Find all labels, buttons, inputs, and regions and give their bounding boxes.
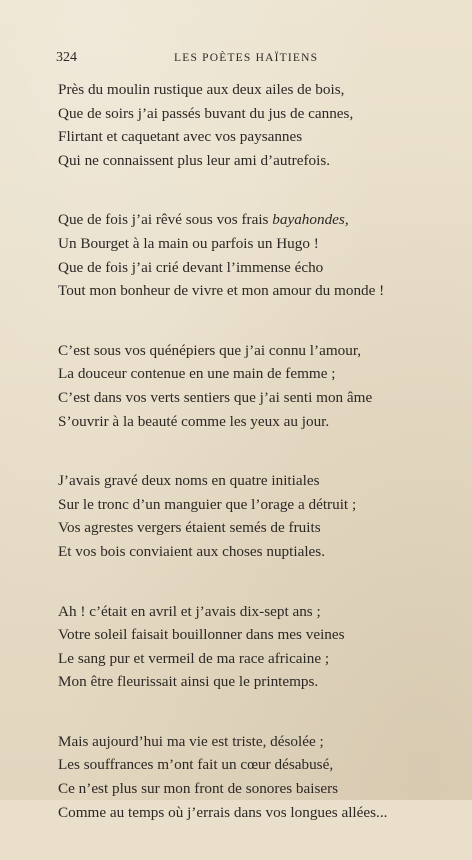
verse-line: Que de fois j’ai crié devant l’immense écho <box>58 258 324 276</box>
stanza-4 <box>58 469 458 563</box>
verse-line: C’est sous vos quénépiers que j’ai connu l’amour, <box>58 341 362 359</box>
verse-line: La douceur contenue en une main de femme ; <box>58 365 336 383</box>
verse-line: Que de soirs j’ai passés buvant du jus de cannes, <box>58 104 354 122</box>
verse-line: Vos agrestes vergers étaient semés de fruits <box>58 519 321 537</box>
stanza-5 <box>58 600 458 694</box>
verse-line-text: Que de fois j’ai rêvé sous vos frais <box>58 211 269 229</box>
page-header <box>56 50 428 68</box>
stanza-1 <box>58 78 458 172</box>
running-title: LES POÈTES HAÏTIENS <box>174 52 319 64</box>
verse-line-punctuation: , <box>344 211 349 229</box>
verse-line: Mon être fleurissait ainsi que le printemps. <box>58 673 319 691</box>
stanza-2 <box>58 208 458 302</box>
verse-line: S’ouvrir à la beauté comme les yeux au jour. <box>58 412 330 430</box>
italic-word: bayahondes <box>272 211 345 229</box>
verse-line: Un Bourget à la main ou parfois un Hugo ! <box>58 234 319 252</box>
page-number: 324 <box>56 50 77 65</box>
verse-line: Ah ! c’était en avril et j’avais dix-sept ans ; <box>58 602 321 620</box>
verse-line: Qui ne connaissent plus leur ami d’autrefois. <box>58 151 331 169</box>
stanza-6 <box>58 730 458 824</box>
verse-line: Et vos bois conviaient aux choses nuptiales. <box>58 542 325 560</box>
verse-line: Ce n’est plus sur mon front de sonores baisers <box>58 780 339 798</box>
poem-body <box>58 78 458 860</box>
verse-line: Mais aujourd’hui ma vie est triste, désolée ; <box>58 732 324 750</box>
verse-line: Sur le tronc d’un manguier que l’orage a détruit ; <box>58 495 357 513</box>
stanza-3 <box>58 339 458 433</box>
verse-line: Tout mon bonheur de vivre et mon amour du monde ! <box>58 282 385 300</box>
verse-line: Les souffrances m’ont fait un cœur désabusé, <box>58 756 334 774</box>
verse-line <box>58 208 458 232</box>
verse-line: Flirtant et caquetant avec vos paysannes <box>58 128 303 146</box>
verse-line: Votre soleil faisait bouillonner dans mes veines <box>58 626 345 644</box>
verse-line: Près du moulin rustique aux deux ailes de bois, <box>58 81 345 98</box>
verse-line: Le sang pur et vermeil de ma race africaine ; <box>58 649 330 667</box>
verse-line: C’est dans vos verts sentiers que j’ai senti mon âme <box>58 388 373 406</box>
verse-line: Comme au temps où j’errais dans vos longues allées... <box>58 803 388 821</box>
verse-line: J’avais gravé deux noms en quatre initiales <box>58 472 320 490</box>
